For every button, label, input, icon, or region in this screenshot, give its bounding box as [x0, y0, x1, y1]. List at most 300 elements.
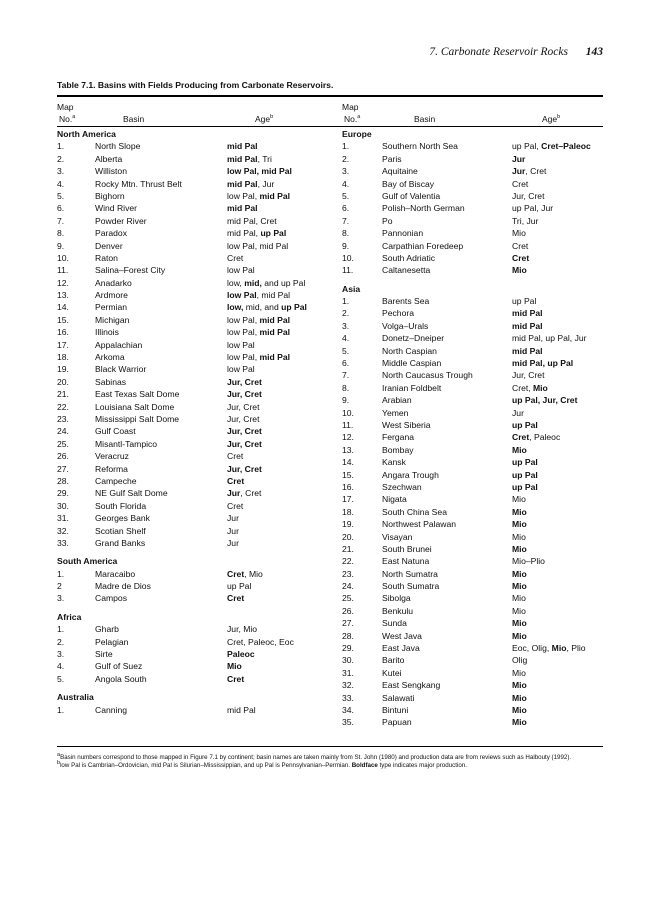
table-row [342, 716, 610, 728]
map-number: 6. [57, 203, 65, 214]
region-title: North America [57, 129, 116, 139]
basin-name: Grand Banks [95, 537, 146, 548]
map-number: 8. [342, 228, 350, 239]
basin-age [227, 673, 244, 685]
map-number: 5. [342, 345, 350, 356]
age-segment: up Pal [512, 419, 538, 430]
age-segment: Jur, Cret [227, 401, 260, 412]
basin-name: Mississippi Salt Dome [95, 413, 180, 424]
age-segment: mid, [244, 277, 262, 288]
basin-name: North Caucasus Trough [382, 370, 473, 381]
age-segment: Jur, Cret [227, 438, 262, 449]
age-segment: Jur, Cret [227, 463, 262, 474]
table-row [342, 580, 610, 592]
map-number: 5. [57, 673, 65, 684]
table-row [342, 320, 610, 332]
basin-age [512, 307, 543, 319]
basin-name: Aquitaine [382, 166, 418, 177]
map-number: 27. [342, 618, 354, 629]
basin-name: Ardmore [95, 290, 128, 301]
map-number: 2 [57, 581, 62, 592]
basin-age [227, 289, 290, 301]
table-row [342, 444, 610, 456]
map-number: 27. [57, 463, 69, 474]
age-segment: Cret [227, 252, 244, 263]
map-number: 8. [342, 382, 350, 393]
basin-age [227, 339, 255, 351]
age-segment: low Pal [227, 265, 255, 276]
map-number: 25. [57, 438, 69, 449]
table-row [57, 363, 325, 375]
basin-name: Scotian Shelf [95, 525, 146, 536]
header-basin: Basin [414, 114, 436, 124]
map-number: 29. [342, 643, 354, 654]
basin-age [227, 314, 290, 326]
basin-age [512, 295, 536, 307]
basin-age [227, 388, 262, 400]
basin-name: Bombay [382, 444, 414, 455]
table-row [342, 543, 610, 555]
age-segment: Cret [512, 240, 529, 251]
basin-age [227, 487, 261, 499]
table-row [342, 140, 610, 152]
basin-age [227, 363, 255, 375]
table-row [342, 178, 610, 190]
age-segment: low Pal [227, 339, 255, 350]
age-segment: Mio–Plio [512, 556, 545, 567]
basin-age [227, 165, 292, 177]
basin-name: Iranian Foldbelt [382, 382, 442, 393]
age-segment: up Pal [260, 228, 287, 239]
basin-name: North Caspian [382, 345, 437, 356]
age-segment: Mio [512, 717, 527, 728]
basin-name: Sabinas [95, 376, 127, 387]
age-segment: mid Pal, up Pal [512, 358, 574, 369]
age-segment: up Pal [281, 302, 307, 313]
basin-age [512, 493, 526, 505]
age-segment: mid Pal, up Pal, Jur [512, 333, 587, 344]
age-segment: mid Pal [259, 352, 291, 363]
age-segment: Jur [512, 166, 526, 177]
table-row [342, 407, 610, 419]
age-segment: low Pal [227, 290, 257, 301]
basin-name: Benkulu [382, 605, 414, 616]
basin-name: Kansk [382, 457, 406, 468]
table-row [57, 215, 325, 227]
age-segment: mid Pal [259, 190, 291, 201]
basin-age [512, 332, 587, 344]
age-segment: Cret, [512, 382, 534, 393]
header-no: No.$^a$ [59, 114, 76, 124]
age-segment: Jur, Cret [227, 413, 260, 424]
map-number: 19. [57, 364, 69, 375]
age-segment: Eoc, Olig, [512, 643, 552, 654]
table-row [57, 568, 325, 580]
age-segment: mid Pal, [227, 228, 261, 239]
basin-name: South Brunei [382, 543, 432, 554]
basin-age [512, 692, 527, 704]
age-segment: , mid Pal [256, 290, 291, 301]
basin-age [512, 382, 548, 394]
map-number: 34. [342, 704, 354, 715]
map-number: 32. [57, 525, 69, 536]
basin-name: West Siberia [382, 419, 431, 430]
age-segment: Jur [512, 153, 526, 164]
age-segment: Jur, Cret [227, 376, 262, 387]
basin-name: Alberta [95, 153, 123, 164]
age-segment: Mio [512, 618, 527, 629]
table-row [57, 475, 325, 487]
basin-age [227, 568, 263, 580]
map-number: 4. [57, 661, 65, 672]
table-row [57, 413, 325, 425]
basin-age [512, 704, 527, 716]
basin-name: Appalachian [95, 339, 143, 350]
chapter-title: 7. Carbonate Reservoir Rocks [429, 46, 568, 58]
region-group [342, 283, 610, 729]
basin-name: Williston [95, 166, 127, 177]
basin-name: Sunda [382, 618, 407, 629]
map-number: 1. [57, 624, 65, 635]
table-row [57, 376, 325, 388]
basin-name: Polish–North German [382, 203, 465, 214]
basin-age [512, 153, 525, 165]
age-segment: mid Pal [227, 704, 256, 715]
table-row [57, 636, 325, 648]
age-segment: mid, and [243, 302, 282, 313]
region-group [57, 555, 325, 605]
map-number: 19. [342, 519, 354, 530]
age-segment: Mio [533, 382, 548, 393]
table-row [57, 178, 325, 190]
table-row [57, 401, 325, 413]
table-row [57, 438, 325, 450]
table-row [57, 153, 325, 165]
basin-name: NE Gulf Salt Dome [95, 488, 168, 499]
map-number: 20. [342, 531, 354, 542]
basin-age [512, 178, 528, 190]
basin-age [512, 240, 528, 252]
basin-age [227, 623, 257, 635]
basin-age [227, 425, 262, 437]
table-row [57, 264, 325, 276]
basin-name: Sirte [95, 649, 113, 660]
age-segment: Jur, Mio [227, 624, 258, 635]
table-row [57, 660, 325, 672]
map-number: 5. [57, 190, 65, 201]
age-segment: Mio [512, 228, 526, 239]
map-number: 18. [342, 506, 354, 517]
map-number: 11. [57, 265, 69, 276]
age-segment: Mio [512, 494, 526, 505]
map-number: 2. [57, 636, 65, 647]
table-row [57, 202, 325, 214]
table-row [57, 487, 325, 499]
map-number: 11. [342, 265, 354, 276]
age-segment: up Pal [512, 457, 538, 468]
map-number: 15. [342, 469, 354, 480]
map-number: 35. [342, 717, 354, 728]
basin-name: Bintuni [382, 704, 409, 715]
table-row [57, 425, 325, 437]
map-number: 16. [342, 481, 354, 492]
basin-name: Louisiana Salt Dome [95, 401, 175, 412]
map-number: 9. [57, 240, 65, 251]
age-segment: low Pal, mid Pal [227, 240, 289, 251]
basin-name: Barents Sea [382, 296, 430, 307]
age-segment: Mio [512, 444, 527, 455]
map-number: 13. [57, 290, 69, 301]
table-row [342, 605, 610, 617]
table-row [342, 630, 610, 642]
map-number: 23. [342, 568, 354, 579]
basin-age [227, 252, 243, 264]
age-segment: Jur, Cret [512, 190, 545, 201]
basin-age [512, 592, 526, 604]
table-row [57, 512, 325, 524]
basin-age [227, 326, 290, 338]
basin-name: Madre de Dios [95, 581, 151, 592]
age-segment: Cret [227, 593, 245, 604]
region-title: Europe [342, 129, 372, 139]
age-segment: Mio [512, 704, 527, 715]
map-number: 4. [57, 178, 65, 189]
map-number: 23. [57, 413, 69, 424]
table-row [342, 654, 610, 666]
map-number: 1. [57, 141, 65, 152]
table-row [342, 617, 610, 629]
table-row [57, 673, 325, 685]
basin-name: Paris [382, 153, 402, 164]
basin-name: Carpathian Foredeep [382, 240, 464, 251]
table-row [342, 153, 610, 165]
map-number: 31. [57, 513, 69, 524]
age-segment: , Plio [566, 643, 586, 654]
basin-name: Pannonian [382, 228, 424, 239]
age-segment: and up Pal [261, 277, 306, 288]
map-number: 33. [342, 692, 354, 703]
basin-name: East Texas Salt Dome [95, 389, 180, 400]
age-segment: mid Pal [227, 203, 258, 214]
basin-name: Canning [95, 704, 128, 715]
basin-age [512, 165, 546, 177]
map-number: 4. [342, 178, 350, 189]
footnote-b: $^b$low Pal is Cambrian–Ordovician, mid Pal is Silurian–Mississippian, and up Pal is Pennsylvanian–Permian. Boldface type indicates major production. [57, 760, 467, 770]
age-segment: Cret [512, 178, 529, 189]
basin-age [227, 401, 259, 413]
age-segment: mid Pal [227, 153, 258, 164]
basin-age [512, 654, 527, 666]
basin-name: Salawati [382, 692, 415, 703]
age-segment: low Pal, [227, 314, 260, 325]
basin-age [512, 568, 527, 580]
age-segment: , Mio [244, 568, 263, 579]
age-segment: low Pal, [227, 352, 260, 363]
map-number: 16. [57, 327, 69, 338]
map-number: 3. [342, 166, 350, 177]
basin-age [512, 630, 527, 642]
table-row [57, 314, 325, 326]
basin-age [227, 636, 294, 648]
right-column [342, 100, 610, 729]
basin-age [227, 648, 255, 660]
header-basin: Basin [123, 114, 145, 124]
basin-name: Michigan [95, 314, 130, 325]
column-headers [342, 100, 610, 126]
map-number: 17. [57, 339, 69, 350]
age-segment: Mio [512, 543, 527, 554]
basin-age [227, 537, 239, 549]
map-number: 10. [342, 252, 354, 263]
table-row [57, 190, 325, 202]
age-segment: Cret–Paleoc [541, 141, 591, 152]
age-segment: Cret [227, 451, 244, 462]
basin-name: Pelagian [95, 636, 129, 647]
table-row [342, 382, 610, 394]
basin-age [227, 178, 274, 190]
basin-name: Rocky Mtn. Thrust Belt [95, 178, 182, 189]
basin-age [227, 413, 259, 425]
basin-age [512, 431, 560, 443]
basin-name: Georges Bank [95, 513, 150, 524]
table-row [57, 704, 325, 716]
header-no: No.$^a$ [344, 114, 361, 124]
age-segment: mid Pal [512, 345, 543, 356]
map-number: 28. [57, 475, 69, 486]
basin-age [512, 543, 527, 555]
region-title: Asia [342, 283, 361, 294]
basin-name: Angara Trough [382, 469, 439, 480]
age-segment: Mio [227, 661, 242, 672]
age-segment: low Pal [227, 364, 255, 375]
map-number: 6. [342, 203, 350, 214]
basin-age [512, 605, 526, 617]
table-top-rule [57, 95, 603, 97]
basin-name: East Java [382, 643, 420, 654]
table-row [342, 506, 610, 518]
age-segment: , Tri [257, 153, 272, 164]
basin-name: Bighorn [95, 190, 125, 201]
map-number: 12. [342, 432, 354, 443]
basin-age [227, 450, 243, 462]
map-number: 24. [57, 426, 69, 437]
basin-age [512, 555, 545, 567]
table-row [57, 623, 325, 635]
map-number: 8. [57, 228, 65, 239]
map-number: 6. [342, 358, 350, 369]
region-group [342, 128, 610, 277]
table-row [57, 580, 325, 592]
table-row [342, 419, 610, 431]
age-segment: up Pal [512, 469, 538, 480]
map-number: 7. [342, 215, 350, 226]
basin-age [512, 506, 527, 518]
map-number: 14. [342, 457, 354, 468]
table-row [342, 679, 610, 691]
age-segment: Mio [512, 692, 527, 703]
region-group [57, 611, 325, 685]
age-segment: Jur [227, 525, 239, 536]
map-number: 7. [342, 370, 350, 381]
basin-age [512, 215, 538, 227]
basin-age [512, 580, 527, 592]
basin-name: Northwest Palawan [382, 519, 457, 530]
basin-name: Middle Caspian [382, 358, 442, 369]
table-row [342, 493, 610, 505]
basin-name: Volga–Urals [382, 320, 429, 331]
table-row [342, 642, 610, 654]
age-segment: Paleoc [227, 649, 255, 660]
basin-age [512, 345, 543, 357]
header-age: Age$^b$ [255, 114, 274, 124]
region-group [57, 128, 325, 549]
table-row [342, 215, 610, 227]
map-number: 9. [342, 395, 350, 406]
age-segment: low Pal, mid Pal [227, 166, 292, 177]
table-row [342, 357, 610, 369]
map-number: 33. [57, 537, 69, 548]
basin-name: Veracruz [95, 451, 129, 462]
age-segment: low, [227, 277, 245, 288]
age-segment: Jur, Cret [227, 389, 262, 400]
basin-age [227, 525, 239, 537]
basin-name: Donetz–Dneiper [382, 333, 445, 344]
basin-name: Gulf of Suez [95, 661, 143, 672]
age-segment: up Pal, [512, 141, 542, 152]
age-segment: Cret [227, 568, 245, 579]
table-row [342, 555, 610, 567]
basin-age [227, 351, 290, 363]
age-segment: Mio [512, 265, 527, 276]
table-row [57, 388, 325, 400]
basin-name: North Sumatra [382, 568, 438, 579]
map-number: 2. [342, 153, 350, 164]
age-segment: Mio [512, 593, 526, 604]
map-number: 20. [57, 376, 69, 387]
age-segment: Cret, Paleoc, Eoc [227, 636, 294, 647]
basin-age [512, 531, 526, 543]
footnote-a: $^a$Basin numbers correspond to those mapped in Figure 7.1 by continent; basin names are taken mainly from St. John (1980) and production data are from reviews such as Halbouty (1992). [57, 751, 572, 761]
map-number: 1. [342, 141, 350, 152]
age-segment: Mio [512, 581, 527, 592]
basin-age [512, 716, 527, 728]
map-number: 21. [57, 389, 69, 400]
map-number: 29. [57, 488, 69, 499]
basin-age [227, 438, 262, 450]
table-row [342, 469, 610, 481]
age-segment: Jur, Cret [227, 426, 262, 437]
table-row [57, 592, 325, 604]
basin-age [512, 469, 538, 481]
map-number: 3. [57, 649, 65, 660]
age-segment: mid Pal [259, 327, 291, 338]
age-segment: , Jur [257, 178, 275, 189]
basin-name: Barito [382, 655, 405, 666]
map-number: 11. [342, 419, 354, 430]
table-row [342, 332, 610, 344]
table-row [342, 345, 610, 357]
age-segment: Mio [512, 630, 527, 641]
basin-age [512, 667, 526, 679]
basin-name: Permian [95, 302, 127, 313]
map-number: 18. [57, 352, 69, 363]
age-segment: low Pal, [227, 327, 260, 338]
age-segment: Jur [227, 513, 239, 524]
age-segment: Mio [512, 605, 526, 616]
basin-name: Nigata [382, 494, 407, 505]
map-number: 7. [57, 215, 65, 226]
age-segment: Mio [512, 568, 527, 579]
